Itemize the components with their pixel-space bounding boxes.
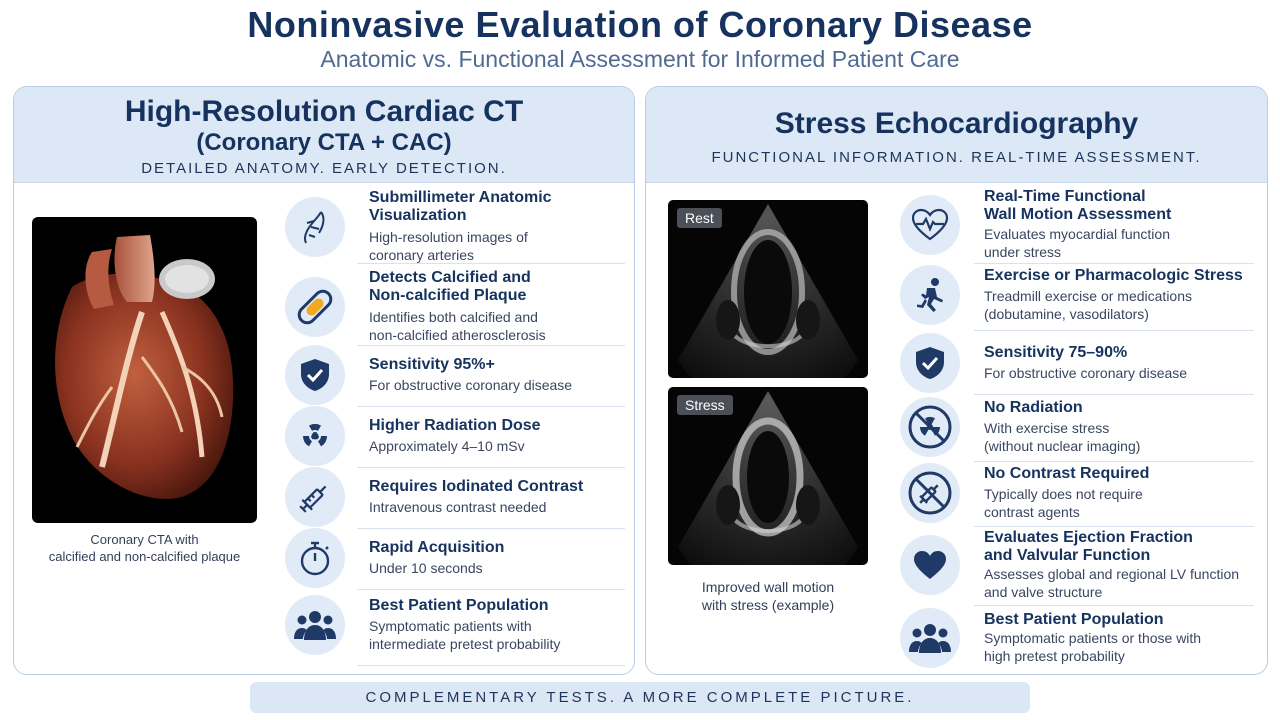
feature-plaque-detection bbox=[285, 269, 546, 344]
divider bbox=[974, 394, 1254, 395]
no-radiation-icon bbox=[900, 397, 960, 457]
feature-desc: Evaluates myocardial function bbox=[984, 226, 1170, 242]
feature-text bbox=[984, 529, 1239, 601]
stress-echo-title: Stress Echocardiography bbox=[774, 107, 1139, 140]
feature-sensitivity bbox=[285, 345, 572, 405]
feature-no-contrast bbox=[900, 463, 1149, 523]
patient-group-icon bbox=[900, 608, 960, 668]
feature-desc: Symptomatic patients with bbox=[369, 618, 532, 634]
page-subtitle: Anatomic vs. Functional Assessment for Informed Patient Care bbox=[320, 46, 960, 72]
divider bbox=[357, 589, 625, 590]
feature-desc: Approximately 4–10 mSv bbox=[369, 438, 525, 454]
feature-title: Higher Radiation Dose bbox=[369, 417, 541, 434]
feature-title: Non-calcified Plaque bbox=[369, 287, 527, 304]
feature-title: Visualization bbox=[369, 207, 467, 224]
feature-desc: Typically does not require bbox=[984, 486, 1143, 502]
divider bbox=[357, 263, 625, 264]
stress-echo-panel bbox=[645, 86, 1268, 675]
rest-echo-image bbox=[668, 200, 868, 378]
shield-check-icon bbox=[285, 345, 345, 405]
feature-sensitivity-echo bbox=[900, 333, 1187, 393]
feature-text bbox=[984, 611, 1201, 665]
feature-desc: Identifies both calcified and bbox=[369, 309, 538, 325]
divider bbox=[357, 665, 625, 666]
feature-desc: Symptomatic patients or those with bbox=[984, 630, 1202, 646]
feature-title: Sensitivity 75–90% bbox=[984, 344, 1128, 361]
divider bbox=[974, 526, 1254, 527]
feature-text bbox=[984, 188, 1171, 261]
radiation-icon bbox=[285, 406, 345, 466]
feature-text bbox=[369, 189, 552, 264]
cardiac-ct-title: High-Resolution Cardiac CT bbox=[124, 95, 524, 128]
feature-best-population bbox=[285, 595, 560, 655]
feature-rapid-acquisition bbox=[285, 528, 504, 588]
feature-title: Best Patient Population bbox=[984, 611, 1164, 628]
feature-ejection-fraction bbox=[900, 529, 1239, 601]
feature-desc: Intravenous contrast needed bbox=[369, 499, 547, 515]
feature-best-population-echo bbox=[900, 608, 1201, 668]
no-contrast-icon bbox=[900, 463, 960, 523]
cta-caption-line2: calcified and non-calcified plaque bbox=[48, 549, 241, 564]
feature-desc: high pretest probability bbox=[984, 648, 1125, 664]
feature-title: and Valvular Function bbox=[984, 547, 1151, 564]
coronary-artery-icon bbox=[285, 197, 345, 257]
syringe-icon bbox=[285, 467, 345, 527]
cta-caption-line1: Coronary CTA with bbox=[90, 532, 199, 547]
feature-desc: (dobutamine, vasodilators) bbox=[984, 306, 1149, 322]
cardiac-ct-subtitle: (Coronary CTA + CAC) bbox=[196, 129, 452, 156]
feature-desc: contrast agents bbox=[984, 504, 1080, 520]
feature-desc: (without nuclear imaging) bbox=[984, 438, 1141, 454]
divider bbox=[974, 330, 1254, 331]
shield-check-icon bbox=[900, 333, 960, 393]
feature-title: Rapid Acquisition bbox=[369, 539, 505, 556]
feature-title: Requires Iodinated Contrast bbox=[369, 478, 584, 495]
divider bbox=[974, 263, 1254, 264]
heart-icon bbox=[900, 535, 960, 595]
feature-desc: Treadmill exercise or medications bbox=[984, 288, 1192, 304]
feature-title: Wall Motion Assessment bbox=[984, 206, 1172, 223]
feature-text bbox=[369, 539, 504, 577]
stress-echo-tagline: FUNCTIONAL INFORMATION. REAL-TIME ASSESSMENT. bbox=[711, 149, 1202, 166]
feature-desc: Assesses global and regional LV function bbox=[984, 566, 1240, 582]
feature-title: Evaluates Ejection Fraction bbox=[984, 529, 1193, 546]
feature-text bbox=[369, 597, 560, 653]
feature-text bbox=[369, 417, 541, 455]
feature-desc: non-calcified atherosclerosis bbox=[369, 327, 546, 343]
echo-image-caption bbox=[668, 578, 868, 614]
bottom-banner: COMPLEMENTARY TESTS. A MORE COMPLETE PICTURE. bbox=[250, 682, 1030, 713]
cardiac-ct-panel bbox=[13, 86, 635, 675]
feature-text bbox=[369, 478, 583, 516]
feature-title: Sensitivity 95%+ bbox=[369, 356, 495, 373]
feature-desc: For obstructive coronary disease bbox=[369, 377, 573, 393]
stress-echo-header bbox=[646, 87, 1267, 183]
feature-wall-motion bbox=[900, 188, 1171, 261]
stress-echo-image bbox=[668, 387, 868, 565]
feature-title: Exercise or Pharmacologic Stress bbox=[984, 267, 1243, 284]
feature-desc: and valve structure bbox=[984, 584, 1103, 600]
cta-image-caption bbox=[32, 531, 257, 565]
feature-text bbox=[984, 399, 1140, 455]
divider bbox=[974, 461, 1254, 462]
feature-desc: coronary arteries bbox=[369, 247, 475, 263]
feature-text bbox=[369, 356, 572, 394]
stopwatch-icon bbox=[285, 528, 345, 588]
cardiac-ct-header bbox=[14, 87, 634, 183]
echo-caption-line2: with stress (example) bbox=[701, 597, 835, 613]
feature-title: Real-Time Functional bbox=[984, 188, 1146, 205]
feature-text bbox=[984, 267, 1243, 323]
rest-label: Rest bbox=[677, 208, 722, 228]
stress-label: Stress bbox=[677, 395, 733, 415]
feature-text bbox=[984, 344, 1187, 382]
feature-text bbox=[984, 465, 1149, 521]
echo-caption-line1: Improved wall motion bbox=[701, 579, 835, 595]
feature-desc: With exercise stress bbox=[984, 420, 1110, 436]
page-title: Noninvasive Evaluation of Coronary Disease bbox=[247, 4, 1033, 45]
feature-anatomic-visualization bbox=[285, 189, 552, 264]
feature-title: Detects Calcified and bbox=[369, 269, 531, 286]
feature-radiation-dose bbox=[285, 406, 541, 466]
feature-desc: For obstructive coronary disease bbox=[984, 365, 1188, 381]
feature-desc: intermediate pretest probability bbox=[369, 636, 561, 652]
cardiac-ct-tagline: DETAILED ANATOMY. EARLY DETECTION. bbox=[141, 160, 507, 177]
plaque-vessel-icon bbox=[285, 277, 345, 337]
feature-title: No Contrast Required bbox=[984, 465, 1150, 482]
feature-title: Best Patient Population bbox=[369, 597, 549, 614]
divider bbox=[974, 605, 1254, 606]
feature-iodinated-contrast bbox=[285, 467, 583, 527]
feature-no-radiation bbox=[900, 397, 1140, 457]
runner-icon bbox=[900, 265, 960, 325]
feature-stress-type bbox=[900, 265, 1243, 325]
heart-ecg-icon bbox=[900, 195, 960, 255]
patient-group-icon bbox=[285, 595, 345, 655]
feature-title: No Radiation bbox=[984, 399, 1083, 416]
feature-title: Submillimeter Anatomic bbox=[369, 189, 552, 206]
feature-desc: under stress bbox=[984, 244, 1062, 260]
feature-text bbox=[369, 269, 546, 344]
feature-desc: Under 10 seconds bbox=[369, 560, 483, 576]
feature-desc: High-resolution images of bbox=[369, 229, 528, 245]
coronary-cta-heart-image bbox=[32, 217, 257, 523]
